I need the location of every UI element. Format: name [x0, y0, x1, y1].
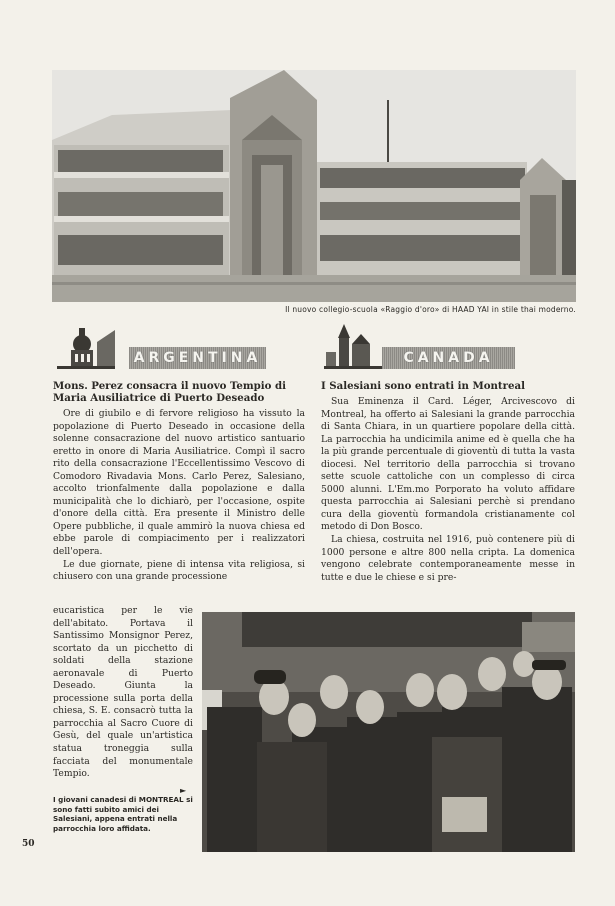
section-banner-argentina: ARGENTINA: [129, 347, 266, 369]
cathedral-icon: [55, 322, 117, 372]
bottom-photo-caption: I giovani canadesi di MONTREAL si sono fatti subito amici dei Salesiani, appena entrati nella parrocchia loro affidata.: [53, 795, 193, 833]
canada-headline: I Salesiani sono entrati in Montreal: [321, 380, 525, 392]
arrow-right-icon: ►: [180, 786, 187, 795]
canada-paragraph-1: Sua Eminenza il Card. Léger, Arcivescovo di Montreal, ha offerto ai Salesiani la grande parrocchia di Santa Chiara, in un quartiere popolare della città. La parrocchia ha undicimila anime ed è quella che ha la più grande percentuale di gioventù di tutta la vasta diocesi. Nel territorio della parrocchia si trovano sette scuole cattoliche con un complesso di circa 5000 alunni. L'Em.mo Porporato ha voluto affidare questa parrocchia ai Salesiani perchè si prendano cura della gioventù formandola cristianamente col metodo di Don Bosco.: [321, 396, 575, 533]
argentina-article-continued: [53, 605, 193, 781]
canada-paragraph-2: La chiesa, costruita nel 1916, può contenere più di 1000 persone e altre 800 nella cripta. La domenica vengono celebrate contemporaneamente messe in tutte e due le chiese e si pre-: [321, 534, 575, 583]
argentina-article: [53, 380, 305, 584]
page-number: 50: [22, 839, 35, 849]
argentina-paragraph-2-start: Le due giornate, piene di intensa vita religiosa, si chiusero con una grande processione: [53, 558, 305, 583]
argentina-paragraph-2-continued: eucaristica per le vie dell'abitato. Portava il Santissimo Monsignor Perez, scortato da un picchetto di soldati della stazione aeronavale di Puerto Deseado. Giunta la processione sulla porta della chiesa, S. E. consacrò tutta la parrocchia al Sacro Cuore di Gesù, del quale un'artistica statua troneggia sulla facciata del monumentale Tempio.: [53, 605, 193, 780]
school-building-photo: [52, 70, 576, 302]
section-banner-canada: CANADA: [382, 347, 515, 369]
argentina-paragraph-1: Ore di giubilo e di fervore religioso ha vissuto la popolazione di Puerto Deseado in occasione della solenne consacrazione del nuovo artistico santuario eretto in onore di Maria Ausiliatrice. Compì il sacro rito della consacrazione l'Eccellentissimo Vescovo di Comodoro Rivadavia Mons. Carlo Perez, Salesiano, accolto trionfalmente dalla popolazione e dalla municipalità che lo dichiarò, per l'occasione, ospite d'onore della città. Era presente il Ministro delle Opere pubbliche, il quale ammirò la nuova chiesa ed ebbe parole di compiacimento per i realizzatori dell'opera.: [53, 408, 305, 558]
argentina-headline: Mons. Perez consacra il nuovo Tempio di Maria Ausiliatrice di Puerto Deseado: [53, 380, 286, 404]
canadian-boys-photo: [202, 612, 575, 852]
top-photo-caption: Il nuovo collegio-scuola «Raggio d'oro» di HAAD YAI in stile thai moderno.: [285, 305, 576, 314]
canada-article: [321, 380, 575, 584]
church-icon: [322, 322, 384, 372]
